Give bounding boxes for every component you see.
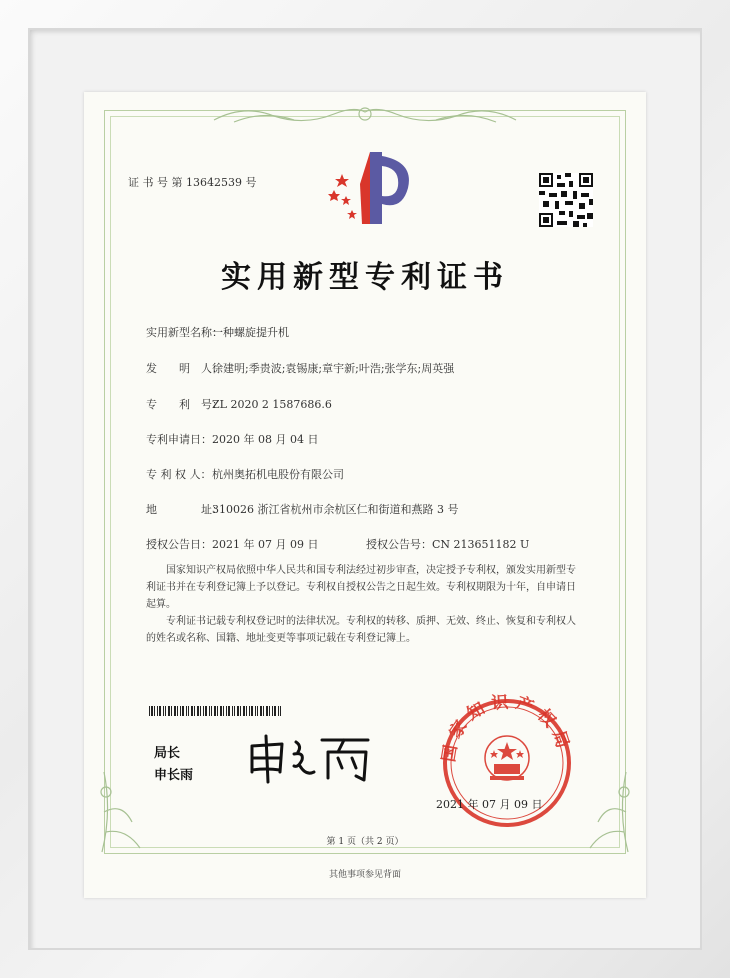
certificate-title: 实用新型专利证书 <box>221 260 509 295</box>
signatory-name: 申长雨 <box>154 768 194 783</box>
field-inventors <box>146 360 454 376</box>
patent-office-logo <box>322 144 412 230</box>
seal-date: 2021 年 07 月 09 日 <box>436 798 543 811</box>
field-patentee <box>146 466 344 482</box>
field-label: 发 明 人： <box>146 362 223 375</box>
field-label: 专利申请日： <box>146 433 212 446</box>
barcode <box>149 706 281 716</box>
notice-paragraph-2: 专利证书记载专利权登记时的法律状况。专利权的转移、质押、无效、终止、恢复和专利权人的姓名或名称、国籍、地址变更等事项记载在专利登记簿上。 <box>146 616 576 644</box>
handwritten-signature <box>244 732 374 784</box>
field-label: 授权公告日： <box>146 538 212 551</box>
field-label: 专 利 号： <box>146 398 223 411</box>
page-number: 第 1 页（共 2 页） <box>326 837 404 847</box>
field-application-date <box>146 431 318 447</box>
field-address <box>146 501 458 517</box>
field-label: 实用新型名称： <box>146 326 223 339</box>
field-grant-date <box>146 536 318 552</box>
field-value: ZL 2020 2 1587686.6 <box>212 398 332 411</box>
field-value: 一种螺旋提升机 <box>212 326 289 339</box>
certificate-number: 证 书 号 第 13642539 号 <box>128 176 257 189</box>
field-value: 徐建明;季贵波;袁锡康;章宇新;叶浩;张学东;周英强 <box>212 362 455 375</box>
field-label: 地 址： <box>146 503 223 516</box>
field-utility-model-name <box>146 324 289 340</box>
certificate-paper <box>84 92 646 898</box>
field-label: 授权公告号： <box>366 538 432 551</box>
footer-note: 其他事项参见背面 <box>328 870 401 880</box>
field-value: 2021 年 07 月 09 日 <box>212 538 319 551</box>
field-value: 2020 年 08 月 04 日 <box>212 433 319 446</box>
seal-text: 国家知识产权局 <box>439 692 575 764</box>
field-label: 专 利 权 人： <box>146 468 212 481</box>
field-grant-number <box>366 536 529 552</box>
qr-code-icon <box>539 173 593 227</box>
notice-paragraph-1: 国家知识产权局依照中华人民共和国专利法经过初步审查，决定授予专利权，颁发实用新型专利证书并在专利登记簿上予以登记。专利权自授权公告之日起生效。专利权期限为十年，自申请日起算。 <box>146 565 576 610</box>
top-ornament <box>204 102 526 128</box>
field-value: CN 213651182 U <box>432 538 530 551</box>
official-seal-icon <box>436 692 578 834</box>
signatory-title: 局长 <box>154 746 181 761</box>
field-value: 杭州奥拓机电股份有限公司 <box>212 468 344 481</box>
field-patent-number <box>146 396 332 412</box>
field-value: 310026 浙江省杭州市余杭区仁和街道和燕路 3 号 <box>212 503 459 516</box>
